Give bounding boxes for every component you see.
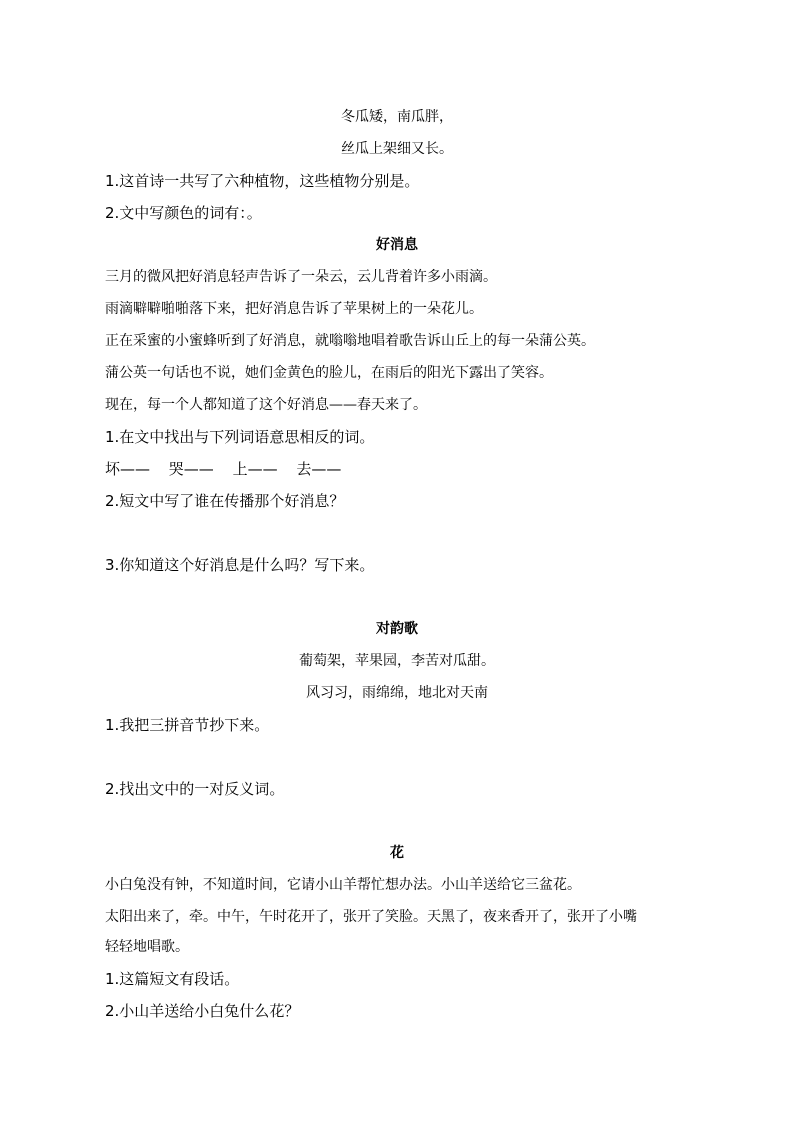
poem-line: 冬瓜矮，南瓜胖， — [341, 109, 453, 125]
question-2: 2.找出文中的一对反义词。 — [105, 780, 285, 798]
paragraph: 现在，每一个人都知道了这个好消息——春天来了。 — [105, 397, 427, 413]
paragraph: 雨滴噼噼啪啪落下来，把好消息告诉了苹果树上的一朵花儿。 — [105, 301, 483, 317]
question-2: 2.短文中写了谁在传播那个好消息？ — [105, 492, 345, 510]
question-3: 3.你知道这个好消息是什么吗？写下来。 — [105, 556, 375, 574]
question-2: 2.小山羊送给小白兔什么花？ — [105, 1002, 300, 1020]
blank-item: 哭—— — [168, 460, 214, 478]
paragraph: 正在采蜜的小蜜蜂听到了好消息，就嗡嗡地唱着歌告诉山丘上的每一朵蒲公英。 — [105, 333, 595, 349]
blank-item: 上—— — [232, 460, 278, 478]
paragraph-continuation: 轻轻地唱歌。 — [105, 939, 189, 955]
question-1: 1.这篇短文有段话。 — [105, 970, 240, 988]
antonym-blanks — [105, 460, 355, 478]
paragraph: 太阳出来了，牵。中午，午时花开了，张开了笑脸。天黑了，夜来香开了，张开了小嘴 — [105, 909, 637, 925]
paragraph: 三月的微风把好消息轻声告诉了一朵云，云儿背着许多小雨滴。 — [105, 269, 497, 285]
poem-line: 风习习，雨绵绵，地北对天南 — [306, 685, 488, 701]
question-2: 2.文中写颜色的词有：。 — [105, 204, 262, 222]
section-title: 花 — [390, 845, 404, 861]
paragraph: 蒲公英一句话也不说，她们金黄色的脸儿，在雨后的阳光下露出了笑容。 — [105, 365, 553, 381]
section-title: 对韵歌 — [376, 621, 418, 637]
poem-line: 葡萄架，苹果园，李苦对瓜甜。 — [299, 653, 495, 669]
question-1: 1.在文中找出与下列词语意思相反的词。 — [105, 428, 375, 446]
section-title: 好消息 — [376, 237, 418, 253]
question-1: 1.这首诗一共写了六种植物，这些植物分别是。 — [105, 172, 420, 190]
poem-line: 丝瓜上架细又长。 — [341, 141, 453, 157]
question-1: 1.我把三拼音节抄下来。 — [105, 716, 270, 734]
paragraph: 小白兔没有钟，不知道时间，它请小山羊帮忙想办法。小山羊送给它三盆花。 — [105, 877, 581, 893]
blank-item: 去—— — [296, 460, 342, 478]
blank-item: 坏—— — [105, 460, 151, 478]
